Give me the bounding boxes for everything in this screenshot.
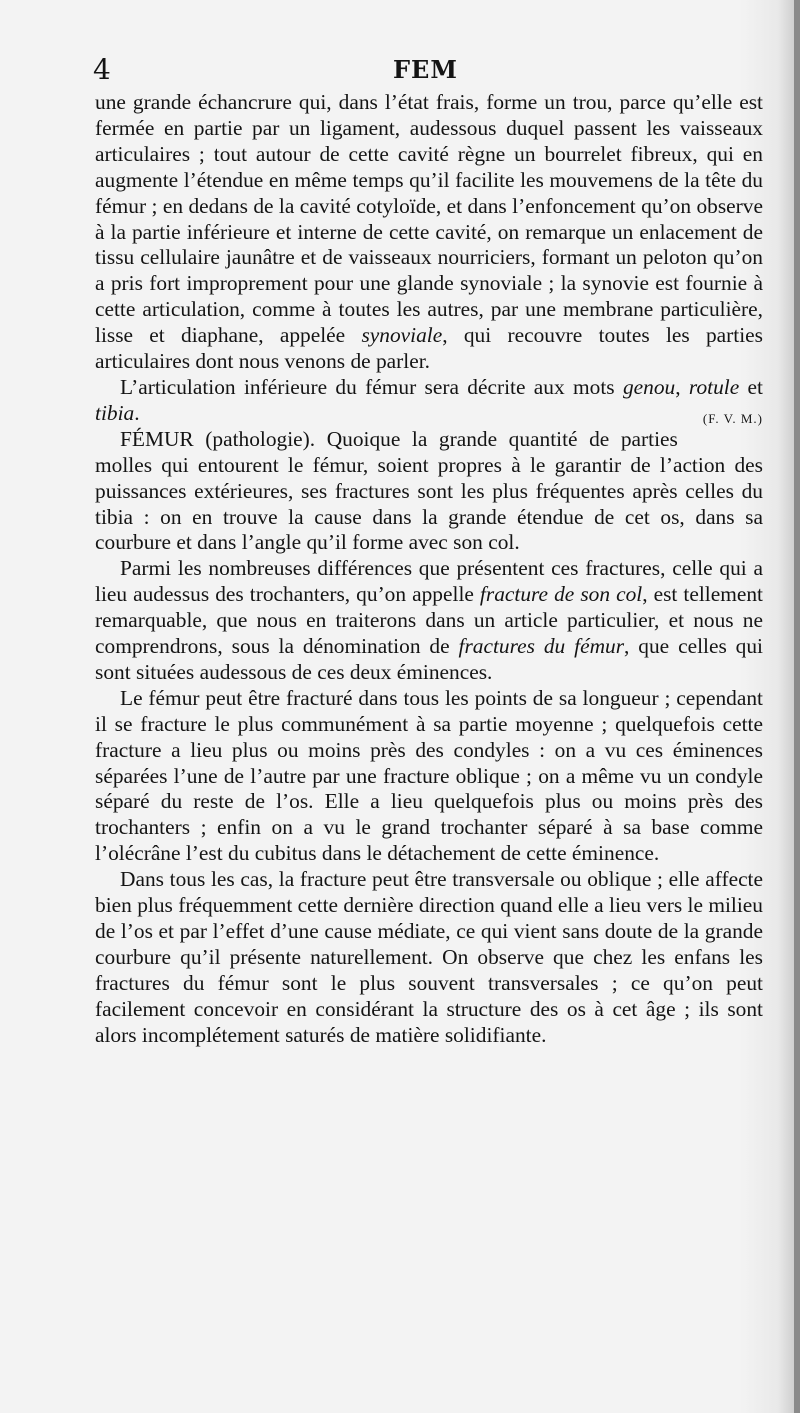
text-segment: , est tellement remarquable, que nous en traiterons dans un article particulier, et nous ne comprendrons, sous la dénomination de bbox=[95, 582, 763, 659]
page-header bbox=[93, 52, 763, 88]
text-segment: , bbox=[675, 374, 689, 399]
italic-text: fracture de son col bbox=[479, 582, 643, 607]
body-text bbox=[95, 90, 763, 1049]
author-signature: (F. V. M.) bbox=[702, 410, 763, 426]
text-segment: Le fémur peut être fracturé dans tous les points de sa longueur ; cependant il se fracture le plus communément à sa partie moyenne ; quelquefois cette fracture a lieu plus ou moins près des condyles : on a vu ces éminences séparées l’une de l’autre par une fracture oblique ; on a même vu un condyle séparé du reste de l’os. Elle a lieu quelquefois plus ou moins près des trochanters ; enfin on a vu le grand trochanter séparé à sa base comme l’olécrâne l’est du cubitus dans le détachement de cette éminence. bbox=[95, 685, 763, 866]
italic-text: tibia bbox=[95, 400, 135, 425]
paragraph-p1 bbox=[95, 90, 763, 375]
paragraph-p6 bbox=[95, 867, 763, 1048]
text-segment: une grande échancrure qui, dans l’état frais, forme un trou, parce qu’elle est fermée en partie par un ligament, audessous duquel passent les vaisseaux articulaires ; tout autour de cette cavité règne un bourrelet fibreux, qui en augmente l’étendue en même temps qu’il facilite les mouvemens de la tête du fémur ; en dedans de la cavité cotyloïde, et dans l’enfoncement qu’on observe à la partie inférieure et interne de cette cavité, on remarque un enlacement de tissu cellulaire jaunâtre et de vaisseaux nourriciers, formant un peloton qu’on a pris fort improprement pour une glande synoviale ; la synovie est fournie à cette articulation, comme à toutes les autres, par une membrane particulière, lisse et diaphane, appelée bbox=[95, 90, 763, 348]
text-segment: , que celles qui sont situées audessous de ces deux éminences. bbox=[95, 634, 763, 684]
text-segment: L’articulation inférieure du fémur sera décrite aux mots bbox=[120, 374, 623, 399]
italic-text: synoviale bbox=[361, 323, 443, 348]
italic-text: genou bbox=[622, 374, 676, 399]
text-segment: . bbox=[134, 400, 140, 425]
paragraph-p2 bbox=[95, 375, 763, 427]
page-number: 4 bbox=[93, 53, 111, 86]
italic-text: fractures du fémur bbox=[458, 634, 625, 659]
page-edge-shadow bbox=[794, 0, 800, 1413]
text-segment: Dans tous les cas, la fracture peut être transversale ou oblique ; elle affecte bien plus fréquemment cette dernière direction quand elle a lieu vers le milieu de l’os et par l’effet d’une cause médiate, ce qui vient sans doute de la grande courbure qu’il présente naturellement. On observe que chez les enfans les fractures du fémur sont le plus souvent transversales ; ce qu’on peut facilement concevoir en considérant la structure des os à cet âge ; ils sont alors incomplétement saturés de matière solidifiante. bbox=[95, 867, 763, 1047]
running-head: FEM bbox=[393, 55, 458, 84]
text-segment: FÉMUR bbox=[120, 426, 194, 451]
paragraph-p5 bbox=[95, 686, 763, 867]
paragraph-p4 bbox=[95, 556, 763, 686]
text-segment: (pathologie). Quoique la grande quantité de parties molles qui entourent le fémur, soient propres à le garantir de l’action des puissances extérieures, ses fractures sont les plus fréquentes après celles du tibia : on en trouve la cause dans la grande étendue de cet os, dans sa courbure et dans l’angle qu’il forme avec son col. bbox=[95, 426, 763, 555]
paragraph-p3 bbox=[95, 427, 763, 557]
text-segment: Parmi les nombreuses différences que présentent ces fractures, celle qui a lieu audessus des trochanters, qu’on appelle bbox=[95, 556, 763, 607]
text-segment: , qui recouvre toutes les parties articulaires dont nous venons de parler. bbox=[95, 323, 763, 374]
italic-text: rotule bbox=[688, 374, 740, 399]
text-segment: et bbox=[739, 374, 763, 399]
